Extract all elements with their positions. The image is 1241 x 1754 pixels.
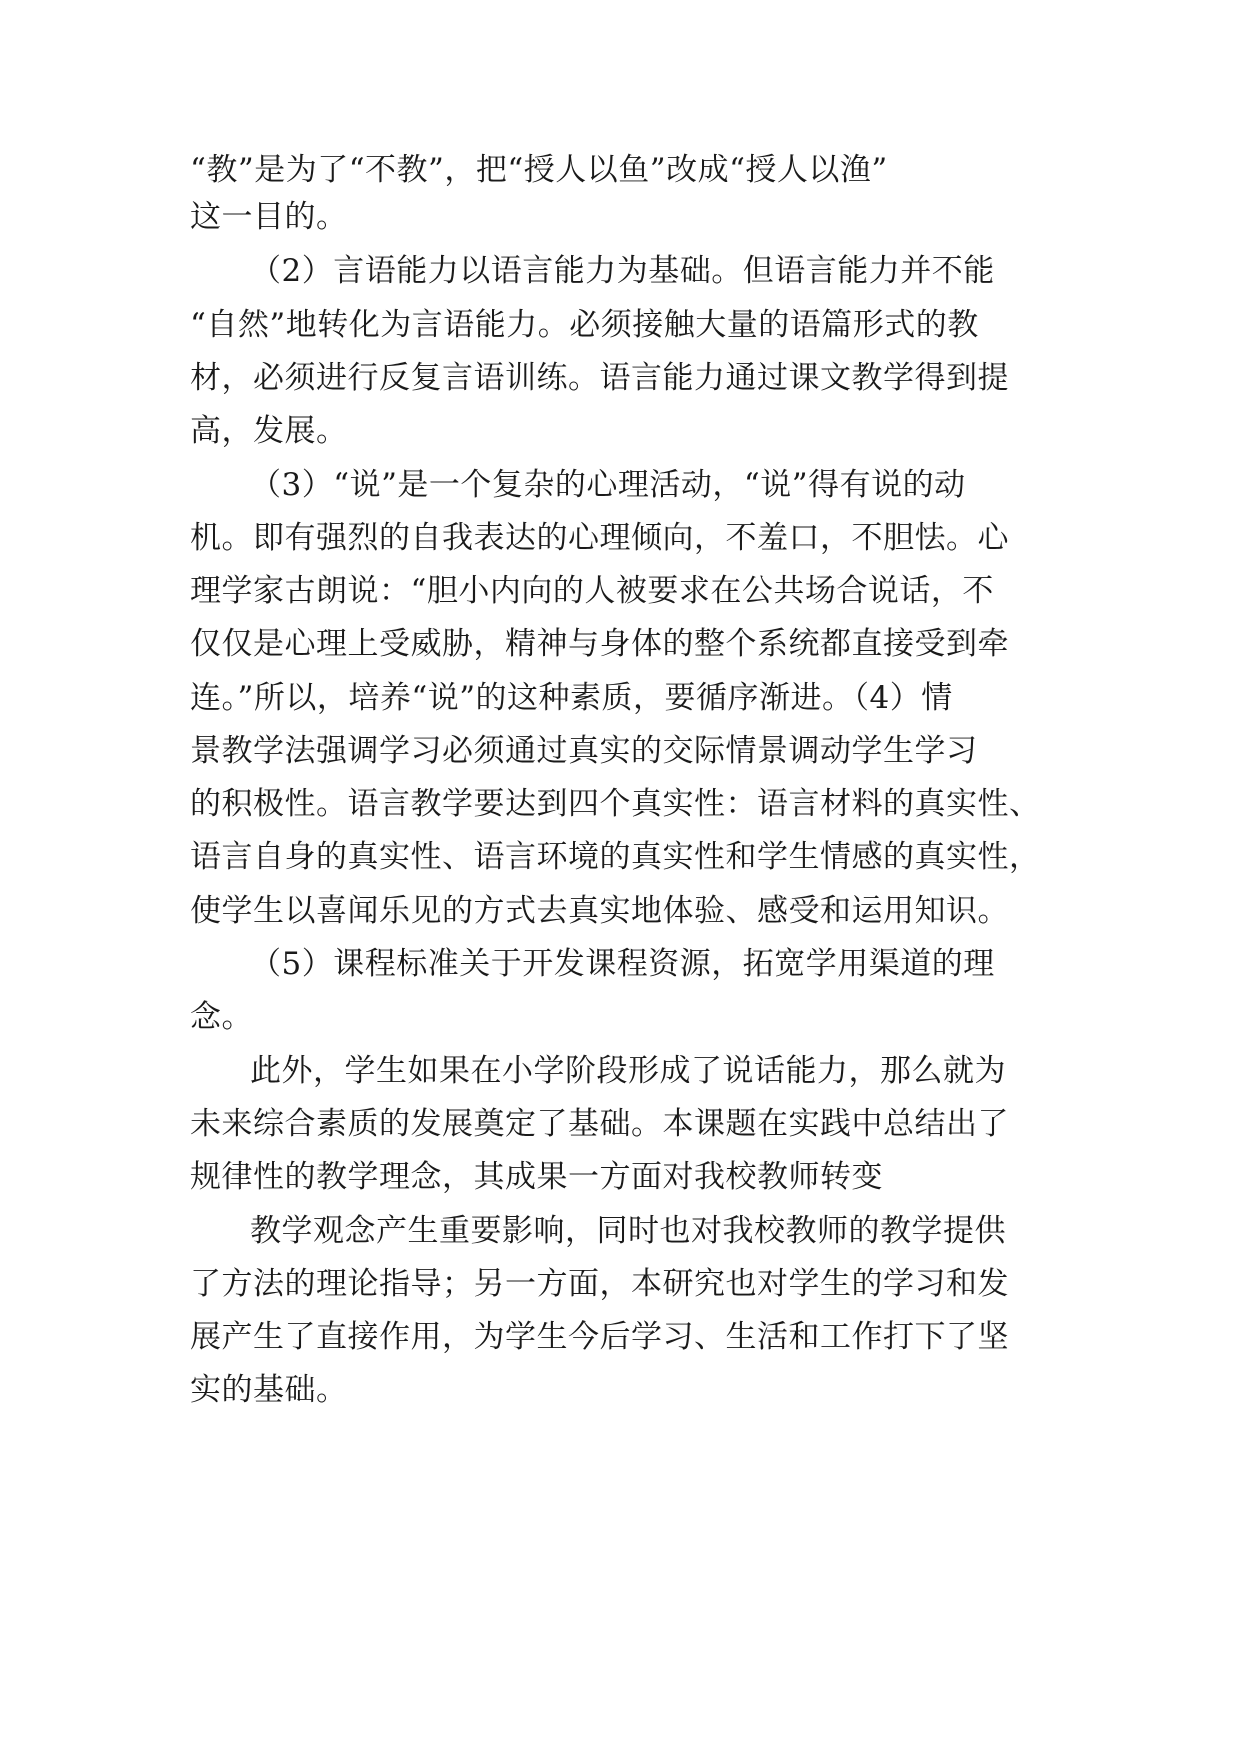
text-line: 这一目的。: [190, 199, 348, 235]
text-line: 实的基础。: [190, 1372, 348, 1408]
text-line: （5）课程标准关于开发课程资源，拓宽学用渠道的理: [250, 946, 995, 982]
text-line: 机。即有强烈的自我表达的心理倾向，不羞口，不胆怯。心: [190, 520, 1009, 556]
text-line: 连。”所以，培养“说”的这种素质，要循序渐进。（4）情: [190, 680, 953, 716]
text-line: （3）“说”是一个复杂的心理活动，“说”得有说的动: [250, 467, 966, 503]
text-line: “自然”地转化为言语能力。必须接触大量的语篇形式的教: [190, 307, 979, 343]
text-line: 使学生以喜闻乐见的方式去真实地体验、感受和运用知识。: [190, 893, 1009, 929]
text-line: 理学家古朗说：“胆小内向的人被要求在公共场合说话，不: [190, 573, 994, 609]
text-line: 仅仅是心理上受威胁，精神与身体的整个系统都直接受到牵: [190, 626, 1009, 662]
text-line: 规律性的教学理念，其成果一方面对我校教师转变: [190, 1159, 883, 1195]
text-line: 此外，学生如果在小学阶段形成了说话能力，那么就为: [250, 1053, 1006, 1089]
text-line: （2）言语能力以语言能力为基础。但语言能力并不能: [250, 253, 995, 289]
text-line: 高，发展。: [190, 413, 348, 449]
text-line: 教学观念产生重要影响，同时也对我校教师的教学提供: [250, 1213, 1006, 1249]
text-line: 了方法的理论指导；另一方面，本研究也对学生的学习和发: [190, 1266, 1009, 1302]
text-line: “教”是为了“不教”，把“授人以鱼”改成“授人以渔”: [190, 152, 888, 188]
text-line: 念。: [190, 999, 253, 1035]
text-line: 语言自身的真实性、语言环境的真实性和学生情感的真实性，: [190, 839, 1041, 875]
text-line: 景教学法强调学习必须通过真实的交际情景调动学生学习: [190, 733, 978, 769]
text-line: 的积极性。语言教学要达到四个真实性：语言材料的真实性、: [190, 786, 1041, 822]
text-line: 材，必须进行反复言语训练。语言能力通过课文教学得到提: [190, 360, 1009, 396]
text-line: 展产生了直接作用，为学生今后学习、生活和工作打下了坚: [190, 1319, 1009, 1355]
text-line: 未来综合素质的发展奠定了基础。本课题在实践中总结出了: [190, 1106, 1009, 1142]
